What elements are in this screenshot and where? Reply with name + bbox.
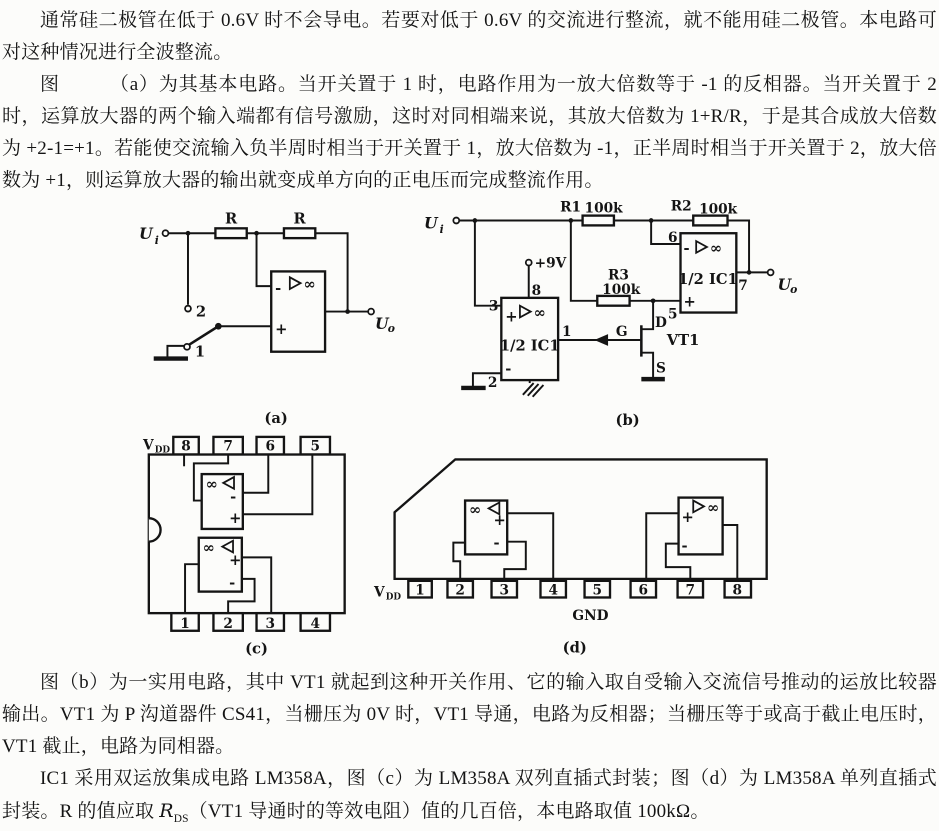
r3-value-label: 100k xyxy=(602,281,641,298)
output-terminal xyxy=(368,309,374,315)
inverting-input-label: - xyxy=(683,239,690,257)
pin-number-2: 2 xyxy=(223,615,233,632)
pin5-label: 5 xyxy=(668,306,678,323)
r2-value-label: 100k xyxy=(699,201,738,218)
pin-number-6: 6 xyxy=(638,582,649,599)
paragraph-practical-circuit: 图（b）为一实用电路，其中 VT1 就起到这种开关作用、它的输入取自受输入交流信号推动的运放比较器输出。VT1 为 P 沟道器件 CS41，当栅压为 0V 时，VT1 导通，电路为反相器；当栅压等于或高于截止电压时，VT1 截止，电路为同相器。 xyxy=(2,672,937,757)
figure-b xyxy=(424,199,797,429)
resistor-label: R xyxy=(224,210,238,228)
input-voltage-subscript: i xyxy=(154,234,159,247)
opamp-infinity-symbol: ∞ xyxy=(706,499,720,517)
pin1-label: 1 xyxy=(562,324,572,341)
inverting-input-label: - xyxy=(505,360,512,378)
opamp-infinity-symbol: ∞ xyxy=(533,304,546,322)
pin3-label: 3 xyxy=(488,298,499,315)
junction-dot xyxy=(649,218,654,223)
pin8-label: 8 xyxy=(531,282,542,299)
input-voltage-label: U xyxy=(139,224,153,244)
junction-dot xyxy=(473,218,478,223)
resistor-label: R xyxy=(293,210,306,228)
inverting-input-label: - xyxy=(229,574,236,592)
junction-dot xyxy=(254,231,259,236)
r1-name-label: R1 xyxy=(560,199,581,216)
opamp-infinity-symbol: ∞ xyxy=(709,239,723,257)
gate-arrow-icon xyxy=(594,334,608,346)
r2-name-label: R2 xyxy=(670,198,692,215)
supply-terminal xyxy=(526,260,532,266)
switch-pivot-dot xyxy=(215,323,222,330)
p4-text-1: IC1 采用双运放集成电路 LM358A，图（c）为 LM358A 双列直插式封装；图（d）为 LM358A 单列直插式封装。R 的值应取 xyxy=(2,768,937,822)
pin-number-1: 1 xyxy=(180,615,190,632)
pin2-label: 2 xyxy=(487,374,498,391)
opamp-infinity-symbol: ∞ xyxy=(202,539,215,557)
pin-number-4: 4 xyxy=(310,615,321,632)
vdd-label: V xyxy=(374,584,385,601)
switch-arm xyxy=(189,326,218,345)
opamp-infinity-symbol: ∞ xyxy=(469,501,482,519)
inverting-input-label: - xyxy=(681,537,688,555)
paragraph-basic-circuit: 图 （a）为其基本电路。当开关置于 1 时，电路作用为一放大倍数等于 -1 的反相器。当开关置于 2 时，运算放大器的两个输入端都有信号激励，这时对同相端来说，其放大倍数为 1+R/R，于是其合成放大倍数为 +2-1=+1。若能使交流输入负半周时相当于开关置于 1，放大倍数为 -1，正半周时相当于开关置于 2，放大倍数为 +1，则运算放大器的输出就变成单方向的正电压而完成整流作用。 xyxy=(2,74,937,191)
noninverting-input-label: + xyxy=(229,510,242,528)
paragraph-intro: 通常硅二极管在低于 0.6V 时不会导电。若要对低于 0.6V 的交流进行整流，就不能用硅二极管。本电路可对这种情况进行全波整流。 xyxy=(2,10,937,63)
input-terminal xyxy=(453,218,459,224)
circuit-figures xyxy=(2,197,937,667)
pin7-label: 7 xyxy=(738,278,748,295)
figure-c-caption: (c) xyxy=(245,640,268,658)
noninverting-input-label: + xyxy=(493,512,506,530)
fet-name-label: VT1 xyxy=(666,331,700,349)
pin-number-3: 3 xyxy=(265,615,276,632)
noninverting-input-label: + xyxy=(683,293,696,311)
pin-number-5: 5 xyxy=(310,438,321,455)
pin-number-8: 8 xyxy=(181,438,191,455)
p4-text-2: （VT1 导通时的等效电阻）值的几百倍，本电路取值 100kΩ。 xyxy=(188,801,710,822)
noninverting-input-label: + xyxy=(505,308,518,326)
pin-number-4: 4 xyxy=(548,582,558,599)
fet-source-label: S xyxy=(656,360,666,377)
opamp-infinity-symbol: ∞ xyxy=(205,475,218,493)
figure-c xyxy=(142,437,345,657)
inverting-input-label: - xyxy=(275,279,282,297)
fet-gate-label: G xyxy=(615,324,628,341)
dip-package-body xyxy=(149,455,345,614)
junction-dot xyxy=(568,218,573,223)
pin6-label: 6 xyxy=(668,230,678,247)
inverting-input-label: - xyxy=(493,534,500,552)
figure-b-caption: (b) xyxy=(615,412,640,430)
output-terminal xyxy=(768,269,774,275)
figure-a-wires xyxy=(154,233,368,358)
output-voltage-subscript: o xyxy=(387,322,395,336)
paragraph-ic-package xyxy=(2,763,937,831)
noninverting-input-label: + xyxy=(681,509,694,527)
figure-d-caption: (d) xyxy=(562,639,587,657)
noninverting-input-label: + xyxy=(229,552,242,570)
output-voltage-label: U xyxy=(375,314,389,334)
switch-position-1-label: 1 xyxy=(194,343,206,361)
opamp-infinity-symbol: ∞ xyxy=(303,276,316,294)
switch-contact-2 xyxy=(185,306,191,312)
input-terminal xyxy=(163,230,169,236)
output-voltage-label: U xyxy=(777,275,792,295)
resistor-r-right xyxy=(284,228,315,238)
pin-number-7: 7 xyxy=(685,582,696,599)
figure-a xyxy=(139,210,395,427)
switch-contact-1 xyxy=(184,344,190,350)
inverting-input-label: - xyxy=(230,488,237,506)
figure-d xyxy=(373,459,767,656)
output-voltage-subscript: o xyxy=(790,282,798,296)
r1-value-label: 100k xyxy=(584,200,623,217)
pin-number-2: 2 xyxy=(455,582,465,599)
junction-dot xyxy=(747,270,752,275)
supply-voltage-label: +9V xyxy=(534,255,567,272)
pin-number-8: 8 xyxy=(732,582,743,599)
pin-number-1: 1 xyxy=(415,582,425,599)
input-voltage-subscript: i xyxy=(439,223,444,237)
pin-number-7: 7 xyxy=(223,438,233,455)
pin-number-3: 3 xyxy=(499,582,510,599)
pin-number-5: 5 xyxy=(592,582,603,599)
vdd-label: V xyxy=(142,437,154,454)
pin-number-6: 6 xyxy=(265,438,276,455)
chassis-ground-symbol xyxy=(523,383,544,397)
opamp2-ic-label: 1/2 IC1 xyxy=(678,271,738,289)
input-voltage-label: U xyxy=(423,213,438,233)
vdd-subscript: DD xyxy=(154,445,170,456)
figure-a-caption: (a) xyxy=(264,410,288,428)
vdd-subscript: DD xyxy=(385,592,402,603)
resistor-r1 xyxy=(583,216,614,226)
switch-position-2-label: 2 xyxy=(195,303,207,321)
r3-name-label: R3 xyxy=(608,267,629,284)
rds-symbol: R xyxy=(159,800,174,822)
gnd-label: GND xyxy=(572,608,609,624)
junction-dot xyxy=(345,309,350,314)
rds-subscript: DS xyxy=(173,812,189,825)
junction-dot xyxy=(186,231,191,236)
noninverting-input-label: + xyxy=(275,321,288,339)
opamp1-ic-label: 1/2 IC1 xyxy=(499,337,560,355)
resistor-r-left xyxy=(215,228,246,238)
fet-drain-label: D xyxy=(655,315,667,332)
junction-dot xyxy=(651,298,656,303)
